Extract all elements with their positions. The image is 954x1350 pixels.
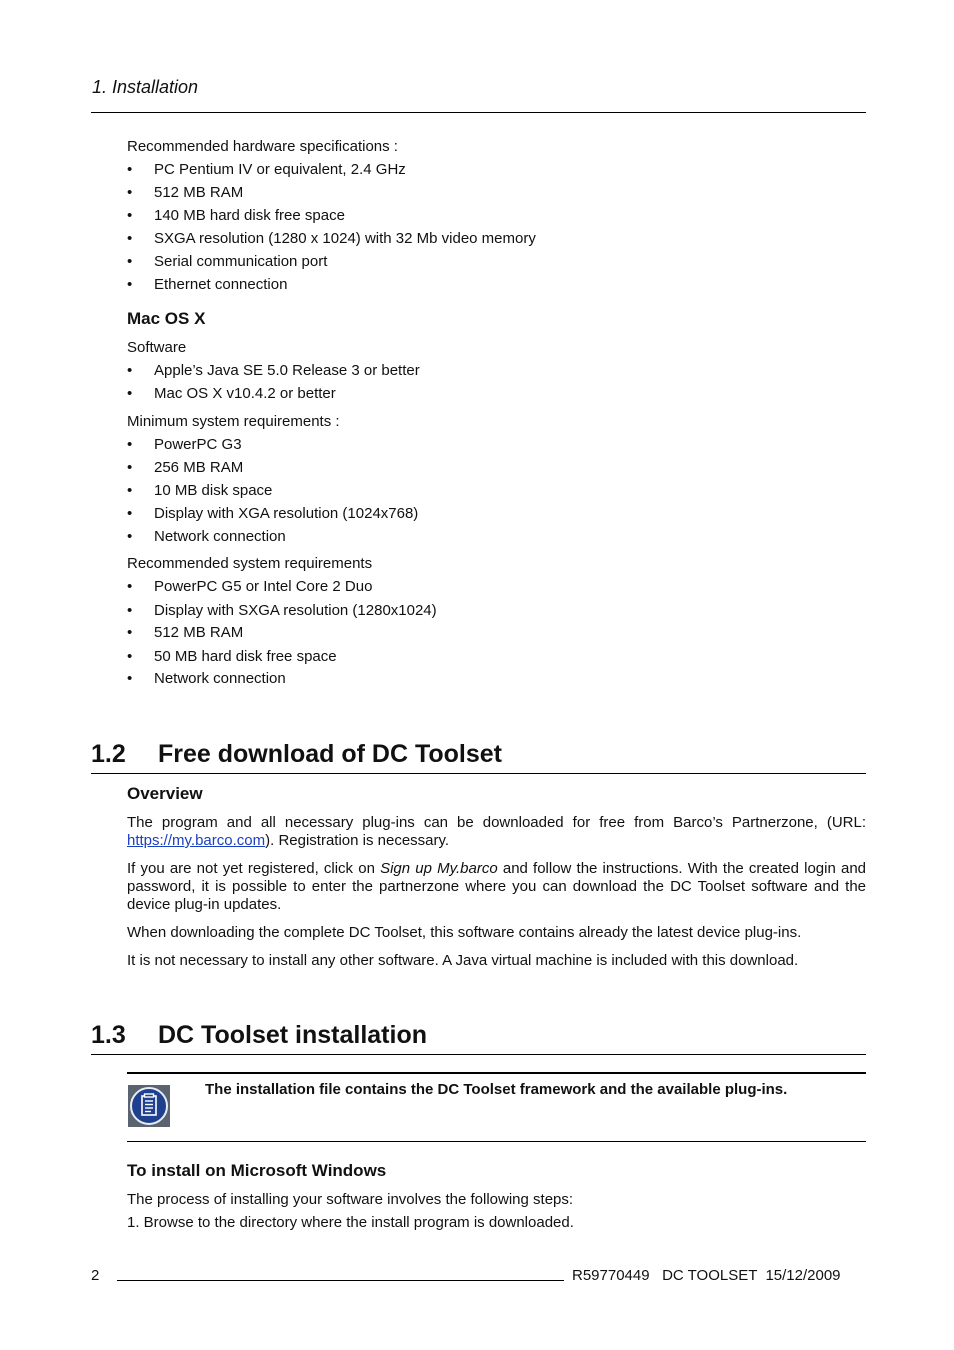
install-step: 1. Browse to the directory where the install program is downloaded. xyxy=(127,1214,574,1231)
min-req-label: Minimum system requirements : xyxy=(127,413,340,430)
section-number: 1.3 xyxy=(91,1021,126,1049)
bullet: • xyxy=(127,624,133,641)
bullet: • xyxy=(127,276,133,293)
list-item: PowerPC G5 or Intel Core 2 Duo xyxy=(154,578,373,595)
paragraph-text: and follow the instructions. With the created login and password, it is possible to enter the partnerzone where you can download the DC Toolset software and the device plug-in updates. xyxy=(127,860,866,913)
list-item: Mac OS X v10.4.2 or better xyxy=(154,385,336,402)
list-item: 256 MB RAM xyxy=(154,459,244,476)
paragraph-text: ). Registration is necessary. xyxy=(265,832,450,849)
bullet: • xyxy=(127,230,133,247)
list-item: Display with XGA resolution (1024x768) xyxy=(154,505,419,522)
section-title: DC Toolset installation xyxy=(158,1021,427,1049)
list-item: Serial communication port xyxy=(154,253,328,270)
list-item: 512 MB RAM xyxy=(154,184,244,201)
list-item: Display with SXGA resolution (1280x1024) xyxy=(154,602,437,619)
bullet: • xyxy=(127,482,133,499)
bullet: • xyxy=(127,184,133,201)
bullet: • xyxy=(127,362,133,379)
list-item: Apple’s Java SE 5.0 Release 3 or better xyxy=(154,362,420,379)
note-icon xyxy=(128,1085,170,1127)
bullet: • xyxy=(127,436,133,453)
section-title: Free download of DC Toolset xyxy=(158,740,502,768)
bullet: • xyxy=(127,161,133,178)
rec-req-label: Recommended system requirements xyxy=(127,555,373,572)
section-number: 1.2 xyxy=(91,740,126,768)
list-item: 50 MB hard disk free space xyxy=(154,648,337,665)
list-item: Ethernet connection xyxy=(154,276,288,293)
list-item: 140 MB hard disk free space xyxy=(154,207,345,224)
bullet: • xyxy=(127,578,133,595)
install-intro: The process of installing your software involves the following steps: xyxy=(127,1191,574,1208)
list-item: 10 MB disk space xyxy=(154,482,273,499)
page-number: 2 xyxy=(91,1267,100,1284)
section-divider xyxy=(91,773,866,774)
hw-intro: Recommended hardware specifications : xyxy=(127,138,398,155)
running-header: 1. Installation xyxy=(92,77,199,97)
overview-heading: Overview xyxy=(127,784,203,803)
signup-reference: Sign up My.barco xyxy=(380,860,498,877)
paragraph xyxy=(127,814,866,850)
bullet: • xyxy=(127,459,133,476)
bullet: • xyxy=(127,385,133,402)
paragraph xyxy=(127,860,866,914)
bullet: • xyxy=(127,670,133,687)
paragraph-text: The program and all necessary plug-ins can be downloaded for free from Barco’s Partnerzone, (URL: xyxy=(127,814,866,831)
list-item: SXGA resolution (1280 x 1024) with 32 Mb video memory xyxy=(154,230,536,247)
list-item: 512 MB RAM xyxy=(154,624,244,641)
list-item: Network connection xyxy=(154,528,286,545)
software-label: Software xyxy=(127,339,187,356)
footer-divider xyxy=(117,1280,564,1281)
note-bottom-border xyxy=(127,1141,866,1142)
bullet: • xyxy=(127,648,133,665)
header-divider xyxy=(91,112,866,113)
note-top-border xyxy=(127,1072,866,1074)
list-item: PC Pentium IV or equivalent, 2.4 GHz xyxy=(154,161,406,178)
bullet: • xyxy=(127,528,133,545)
list-item: Network connection xyxy=(154,670,286,687)
bullet: • xyxy=(127,505,133,522)
note-text: The installation file contains the DC Toolset framework and the available plug-ins. xyxy=(205,1081,788,1098)
mac-heading: Mac OS X xyxy=(127,309,206,328)
windows-heading: To install on Microsoft Windows xyxy=(127,1161,387,1180)
paragraph-text: If you are not yet registered, click on xyxy=(127,860,381,877)
bullet: • xyxy=(127,253,133,270)
barco-link[interactable]: https://my.barco.com xyxy=(127,832,266,849)
list-item: PowerPC G3 xyxy=(154,436,242,453)
section-divider xyxy=(91,1054,866,1055)
paragraph: It is not necessary to install any other software. A Java virtual machine is included with this download. xyxy=(127,952,799,969)
bullet: • xyxy=(127,207,133,224)
paragraph: When downloading the complete DC Toolset, this software contains already the latest device plug-ins. xyxy=(127,924,802,941)
bullet: • xyxy=(127,602,133,619)
footer-doc-info: R59770449 DC TOOLSET 15/12/2009 xyxy=(572,1267,841,1284)
